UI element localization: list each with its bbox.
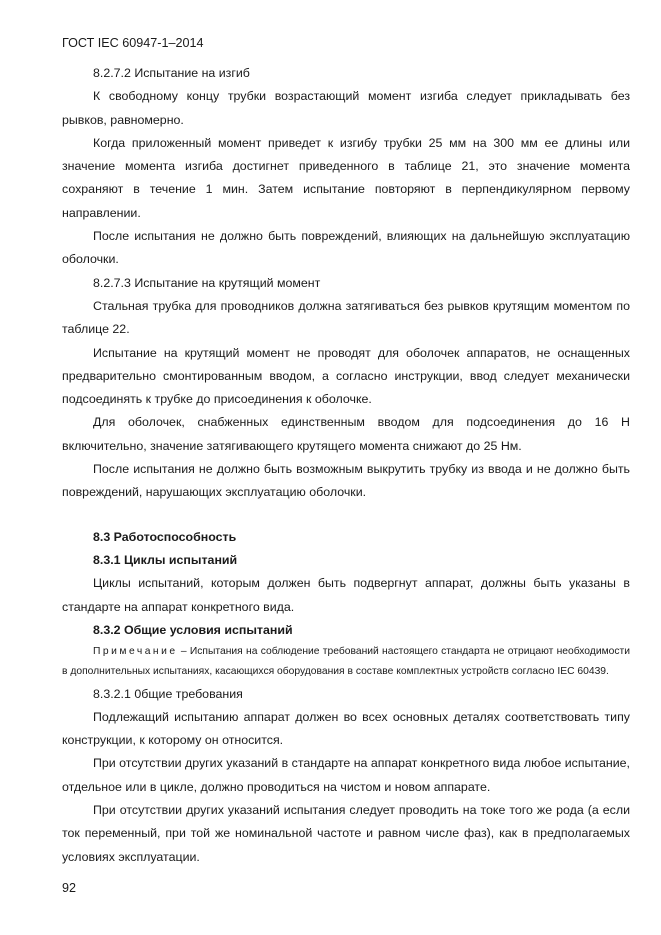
paragraph: Циклы испытаний, которым должен быть подвергнут аппарат, должны быть указаны в стандарте на аппарат конкретного вида. <box>62 576 630 614</box>
paragraph: Подлежащий испытанию аппарат должен во всех основных деталях соответствовать типу конструкции, к которому он относится. <box>62 709 630 748</box>
section-heading: 8.3.1 Циклы испытаний <box>93 552 238 567</box>
paragraph: Когда приложенный момент приведет к изгибу трубки 25 мм на 300 мм ее длины или значение момента изгиба достигнет приведенного в таблице 21, это значение момента сохраняют в течение 1 мин. Затем испытание повторяют в перпендикулярном первому направлении. <box>62 135 630 220</box>
note <box>62 642 630 682</box>
paragraph: Для оболочек, снабженных единственным вводом для подсоединения до 16 Н включительно, значение затягивающего крутящего момента снижают до 25 Нм. <box>62 415 630 453</box>
section-gap <box>62 505 630 526</box>
subsection-title: 8.2.7.3 Испытание на крутящий момент <box>93 275 321 290</box>
paragraph: После испытания не должно быть возможным выкрутить трубку из ввода и не должно быть повреждений, нарушающих эксплуатацию оболочки. <box>62 462 630 500</box>
note-label: Примечание <box>93 646 178 658</box>
paragraph: Испытание на крутящий момент не проводят для оболочек аппаратов, не оснащенных предварительно смонтированным вводом, а согласно инструкции, ввод следует механически подсоединять к трубке до присоединения к оболочке. <box>62 345 630 407</box>
document-header: ГОСТ IEC 60947-1–2014 <box>62 36 204 50</box>
subsection-title: 8.3.2.1 0бщие требования <box>93 686 243 701</box>
document-body <box>62 62 630 869</box>
subsection-title: 8.2.7.2 Испытание на изгиб <box>93 66 250 80</box>
paragraph: При отсутствии других указаний в стандарте на аппарат конкретного вида любое испытание, отдельное или в цикле, должно проводиться на чистом и новом аппарате. <box>62 756 630 794</box>
paragraph: После испытания не должно быть повреждений, влияющих на дальнейшую эксплуатацию оболочки. <box>62 229 630 267</box>
section-heading: 8.3 Работоспособность <box>93 529 237 544</box>
paragraph: К свободному концу трубки возрастающий момент изгиба следует прикладывать без рывков, равномерно. <box>62 89 630 127</box>
note-text: – Испытания на соблюдение требований настоящего стандарта не отрицают необходимости в дополнительных испытаниях, касающихся оборудования в составе комплектных устройств согласно IEC 60439. <box>62 646 630 678</box>
paragraph: При отсутствии других указаний испытания следует проводить на токе того же рода (а если ток переменный, при той же номинальной частоте и равном числе фаз), как в предполагаемых условиях эксплуатации. <box>62 803 630 864</box>
section-heading: 8.3.2 Общие условия испытаний <box>93 622 293 637</box>
page-number: 92 <box>62 881 77 895</box>
paragraph: Стальная трубка для проводников должна затягиваться без рывков крутящим моментом по таблице 22. <box>62 298 630 337</box>
